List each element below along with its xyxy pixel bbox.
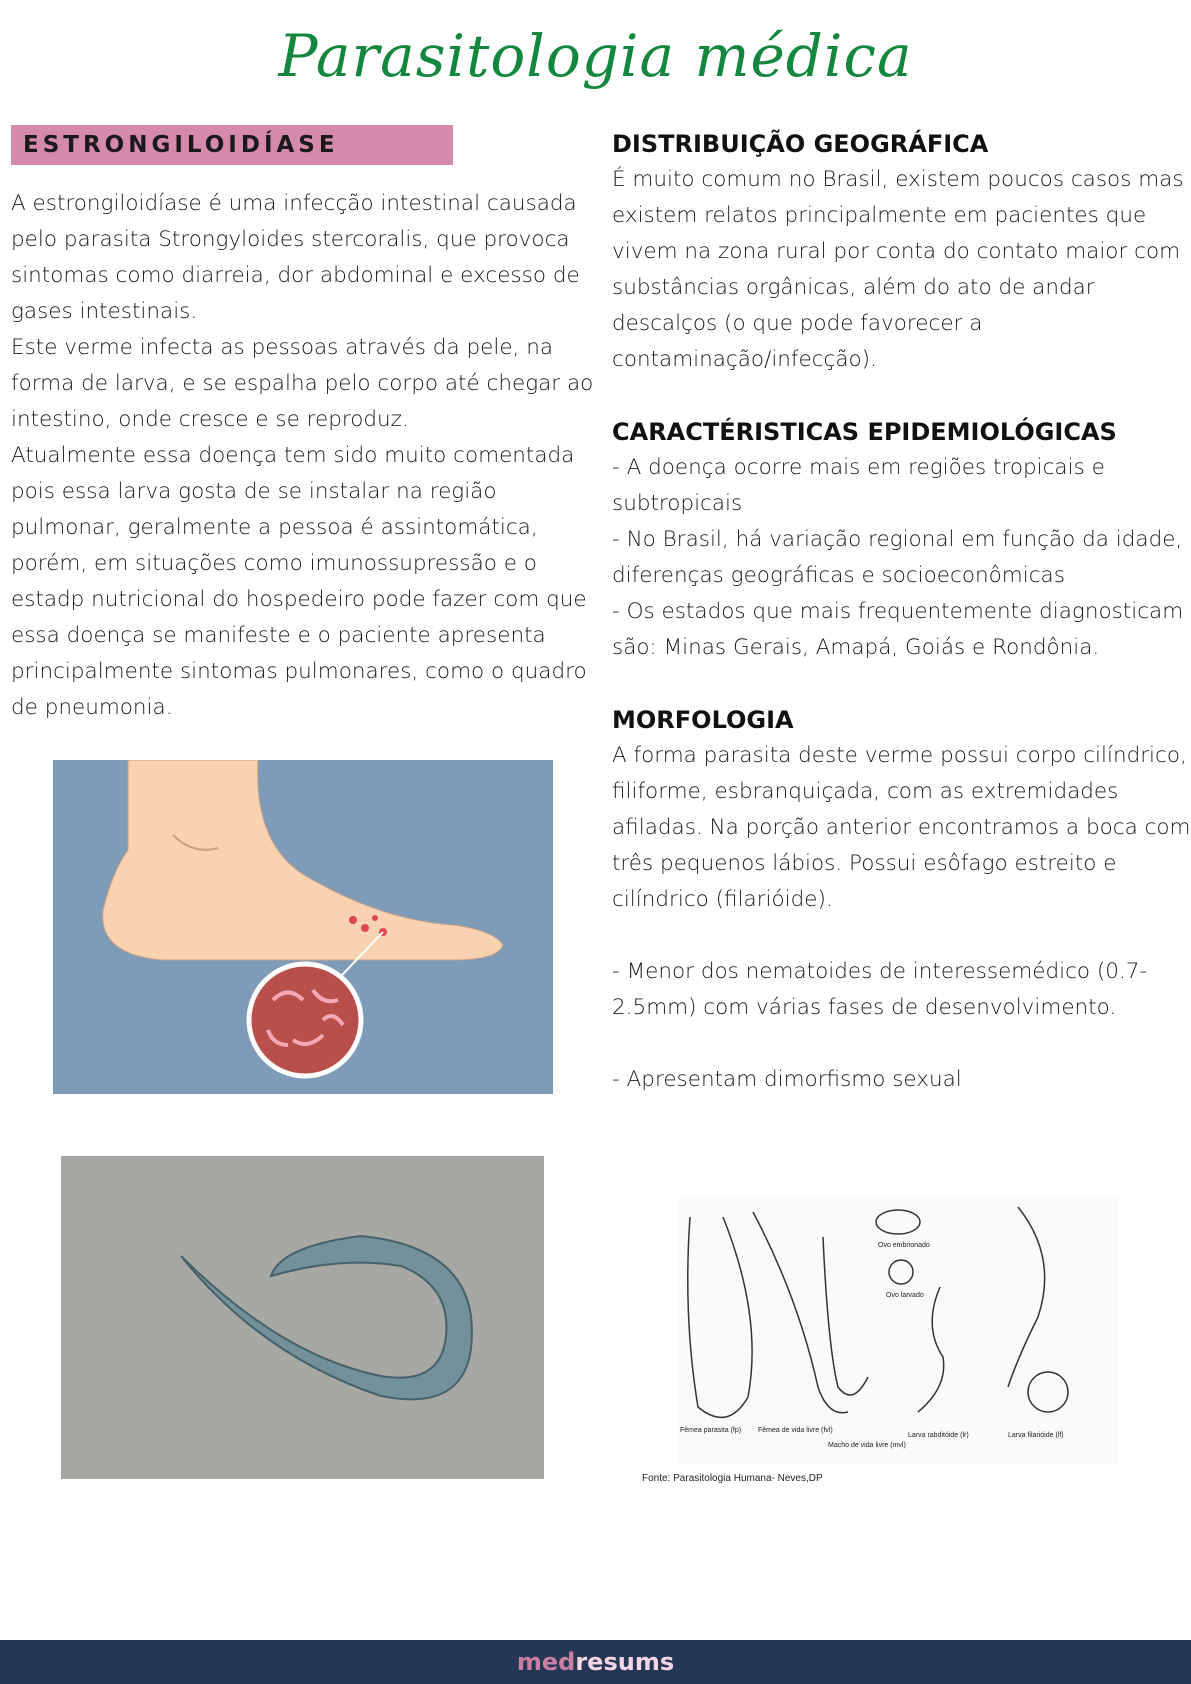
list-item: - A doença ocorre mais em regiões tropicais e subtropicais [612, 455, 1105, 516]
paragraph: Este verme infecta as pessoas através da pele, na forma de larva, e se espalha pelo corpo até chegar ao intestino, onde cresce e se reproduz. [11, 335, 594, 432]
footer-brand [0, 1640, 1191, 1684]
list-item: - Menor dos nematoides de interessemédico (0.7-2.5mm) com várias fases de desenvolvimento. [612, 959, 1148, 1020]
foot-infection-illustration [53, 760, 553, 1094]
section-heading: MORFOLOGIA [612, 706, 794, 734]
section-epidemiologicas [612, 414, 1191, 666]
section-heading: DISTRIBUIÇÃO GEOGRÁFICA [612, 130, 989, 158]
section-morfologia [612, 702, 1191, 1098]
brand-med: med [516, 1648, 576, 1676]
diagram-label: Fêmea de vida livre (fvl) [758, 1427, 833, 1434]
section-heading-estrongiloidiase: ESTRONGILOIDÍASE [11, 125, 453, 165]
paragraph: É muito comum no Brasil, existem poucos casos mas existem relatos principalmente em pacientes que vivem na zona rural por conta do contato maior com substâncias orgânicas, além do ato de andar descalços (o que pode favorecer a contaminação/infecção). [612, 167, 1184, 372]
section-distribuicao [612, 126, 1191, 378]
list-item: - Os estados que mais frequentemente diagnosticam são: Minas Gerais, Amapá, Goiás e Rondônia. [612, 599, 1184, 660]
diagram-label: Ovo embrionado [878, 1242, 930, 1249]
paragraph: A forma parasita deste verme possui corpo cilíndrico, filiforme, esbranquiçada, com as extremidades afiladas. Na porção anterior encontramos a boca com três pequenos lábios. Possui esôfago estreito e cilíndrico (filarióide). [612, 743, 1191, 912]
diagram-label: Larva rabditóide (lr) [908, 1432, 969, 1439]
page-title: Parasitologia médica [278, 22, 913, 90]
brand-resums: resums [575, 1648, 675, 1676]
intro-text [11, 186, 601, 726]
paragraph: A estrongiloidíase é uma infecção intestinal causada pelo parasita Strongyloides stercoralis, que provoca sintomas como diarreia, dor abdominal e excesso de gases intestinais. [11, 191, 580, 324]
section-heading: CARACTÉRISTICAS EPIDEMIOLÓGICAS [612, 418, 1117, 446]
diagram-label: Larva filarióide (lf) [1008, 1432, 1064, 1439]
diagram-caption: Fonte: Parasitologia Humana- Neves,DP [642, 1473, 823, 1484]
list-item: - Apresentam dimorfismo sexual [612, 1067, 962, 1092]
microscope-larva-photo [61, 1156, 544, 1479]
right-column [612, 126, 1191, 1134]
diagram-label: Macho de vida livre (mvl) [828, 1442, 906, 1449]
diagram-label: Ovo larvado [886, 1292, 924, 1299]
list-item: - No Brasil, há variação regional em função da idade, diferenças geográficas e socioeconômicas [612, 527, 1183, 588]
diagram-label: Fêmea parasita (fp) [680, 1427, 742, 1434]
paragraph: Atualmente essa doença tem sido muito comentada pois essa larva gosta de se instalar na região pulmonar, geralmente a pessoa é assintomática, porém, em situações como imunossupressão e o estadp nutricional do hospedeiro pode fazer com que essa doença se manifeste e o paciente apresenta principalmente sintomas pulmonares, como o quadro de pneumonia. [11, 443, 587, 720]
morphology-diagram [678, 1197, 1118, 1464]
